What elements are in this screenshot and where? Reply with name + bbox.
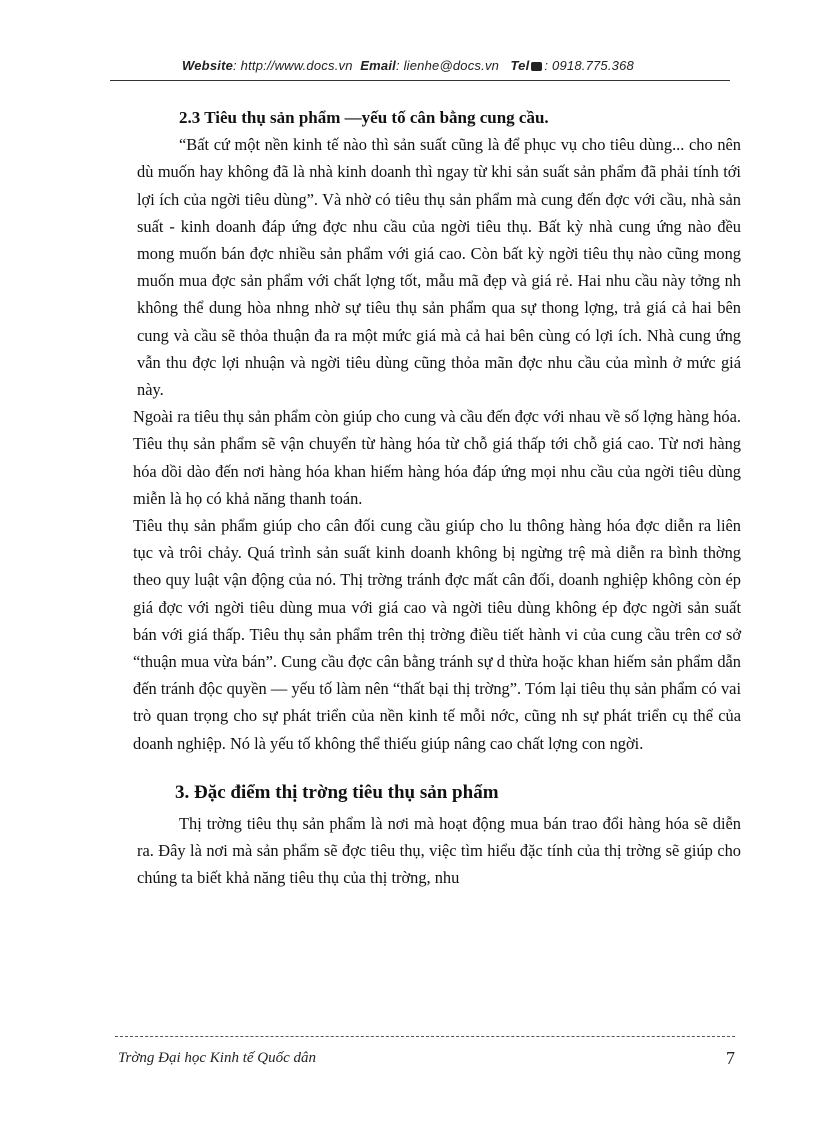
paragraph: “Bất cứ một nền kinh tế nào thì sản suất cũng là để phục vụ cho tiêu dùng... cho nên dù muốn hay không đã là nhà kinh doanh thì ngay từ khi sản suất sản phẩm đã phải tính tới lợi ích của ngời tiêu dùng”. Và nhờ có tiêu thụ sản phẩm mà cung đến đợc với cầu, nhà sản suất - kinh doanh đáp ứng đợc nhu cầu của ngời tiêu thụ. Bất kỳ nhà cung ứng nào đều mong muốn bán đợc nhiều sản phẩm với giá cao. Còn bất kỳ ngời tiêu thụ nào cũng mong muốn mua đợc sản phẩm với chất lợng tốt, mẫu mã đẹp và giá rẻ. Hai nhu cầu này tởng nh không thể dung hòa nhng nhờ sự tiêu thụ sản phẩm qua sự thong lợng, trả giá cả hai bên cung và cầu sẽ thỏa thuận đa ra một mức giá mà cả hai bên cùng có lợi ích. Nhà cung ứng vẫn thu đợc lợi nhuận và ngời tiêu dùng cũng thỏa mãn đợc nhu cầu của mình ở mức giá này. — [137, 135, 741, 400]
paragraph: Thị trờng tiêu thụ sản phẩm là nơi mà hoạt động mua bán trao đổi hàng hóa sẽ diễn ra. Đây là nơi mà sản phẩm sẽ đợc tiêu thụ, việc tìm hiểu đặc tính của thị trờng sẽ giúp cho chúng ta biết khả năng tiêu thụ của thị trờng, nhu — [137, 814, 741, 888]
document-body — [133, 104, 741, 892]
footer-school-name: Trờng Đại học Kinh tế Quốc dân — [118, 1050, 317, 1066]
tel-label: Tel — [510, 58, 530, 73]
section-heading-2-3: 2.3 Tiêu thụ sản phẩm —yếu tố cân bằng cung cầu. — [179, 108, 549, 127]
header-divider — [110, 80, 730, 81]
website-label: Website — [182, 58, 234, 73]
paragraph: Tiêu thụ sản phẩm giúp cho cân đối cung cầu giúp cho lu thông hàng hóa đợc diễn ra liên tục và trôi chảy. Quá trình sản suất kinh doanh không bị ngừng trệ mà diễn ra bình thờng theo quy luật vận động của nó. Thị trờng tránh đợc mất cân đối, doanh nghiệp không còn ép giá đợc với ngời tiêu dùng mua với giá cao và ngời tiêu dùng không ép đợc ngời sản suất bán với giá thấp. Tiêu thụ sản phẩm trên thị trờng điều tiết hành vi của cung cầu trên cơ sở “thuận mua vừa bán”. Cung cầu đợc cân bằng tránh sự d thừa hoặc khan hiếm sản phẩm dẫn đến tránh độc quyền — yếu tố làm nên “thất bại thị trờng”. Tóm lại tiêu thụ sản phẩm có vai trò quan trọng cho sự phát triển của nền kinh tế mỗi nớc, cũng nh sự phát triển cụ thể của doanh nghiệp. Nó là yếu tố không thể thiếu giúp nâng cao chất lợng con ngời. — [133, 516, 741, 753]
tel-value: : 0918.775.368 — [544, 58, 634, 73]
email-label: Email — [360, 58, 396, 73]
paragraph: Ngoài ra tiêu thụ sản phẩm còn giúp cho cung và cầu đến đợc với nhau về số lợng hàng hóa. Tiêu thụ sản phẩm sẽ vận chuyển từ hàng hóa từ chỗ giá thấp tới chỗ giá cao. Từ nơi hàng hóa dồi dào đến nơi hàng hóa khan hiếm hàng hóa đáp ứng mọi nhu cầu của ngời tiêu dùng miễn là họ có khả năng thanh toán. — [133, 407, 741, 508]
page-number: 7 — [726, 1048, 735, 1068]
website-value: : http://www.docs.vn — [233, 58, 353, 73]
email-value: : lienhe@docs.vn — [395, 58, 500, 73]
phone-icon — [531, 62, 542, 71]
footer-divider — [115, 1036, 735, 1037]
page-header — [0, 58, 816, 73]
section-heading-3: 3. Đặc điểm thị trờng tiêu thụ sản phẩm — [175, 781, 499, 803]
